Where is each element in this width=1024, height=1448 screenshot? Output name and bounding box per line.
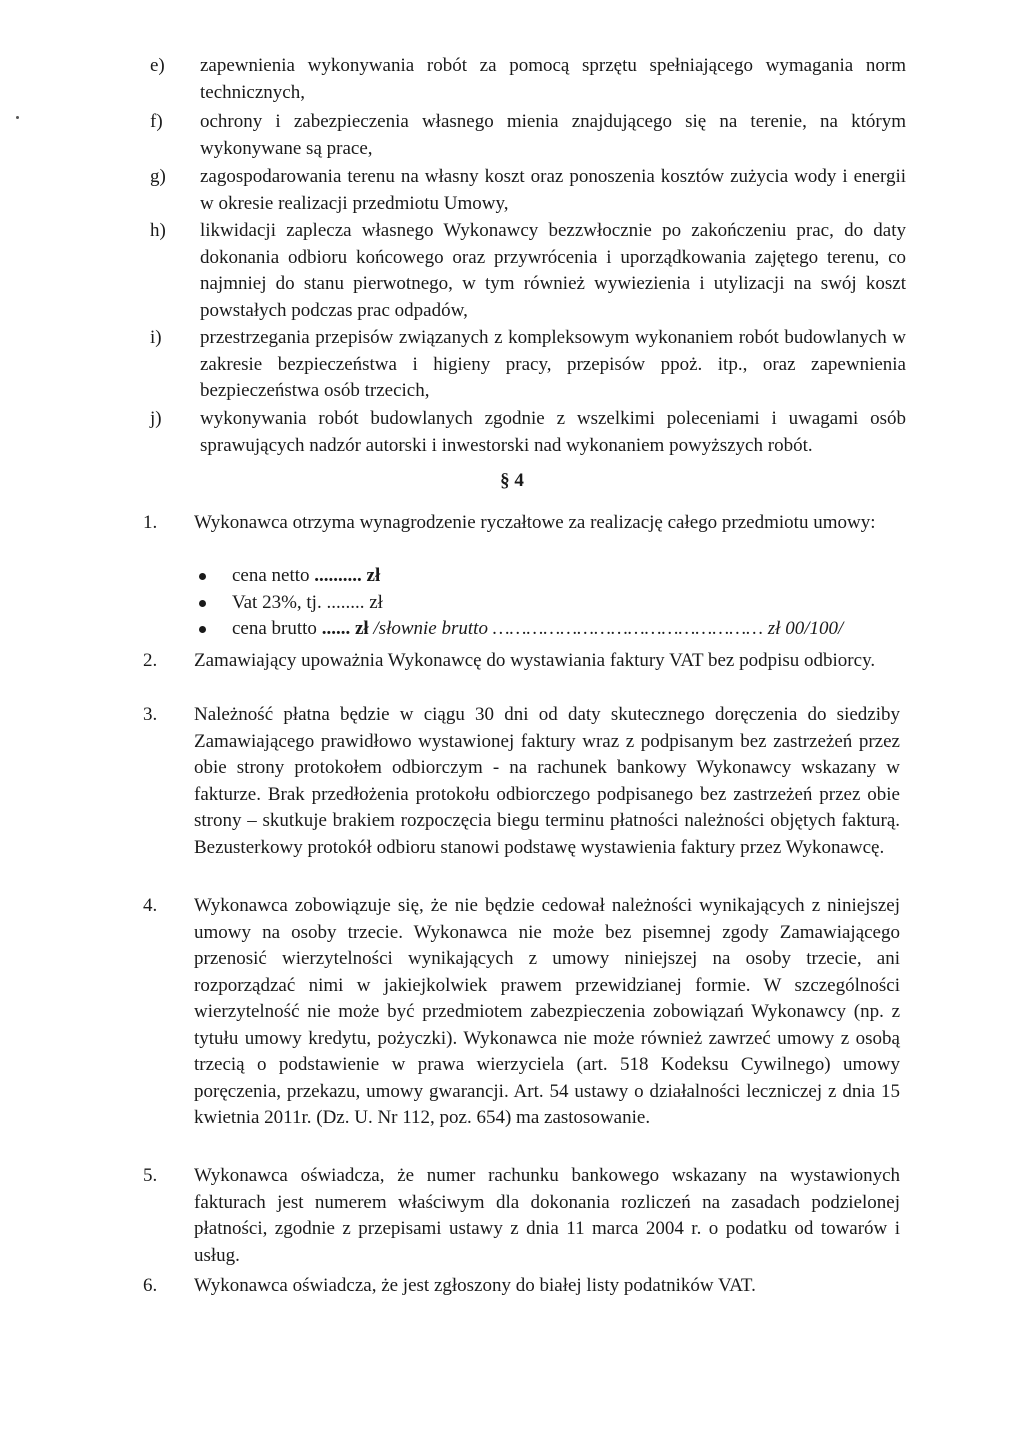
price-gross-words-end: zł 00/100/: [767, 618, 844, 639]
list-item-text: Wykonawca zobowiązuje się, że nie będzie cedował należności wynikających z niniejszej umowy na osoby trzecie. Wykonawca nie może bez pisemnej zgody Zamawiającego przenosić wierzytelności wynikających z umowy niniejszej na osoby trzecie, ani rozporządzać nimi w jakiejkolwiek prawem przewidzianej formie. W szczególności wierzytelność nie może być przedmiotem zabezpieczenia zobowiązań Wykonawcy (np. z tytułu umowy kredytu, pożyczki). Wykonawca nie może również zawrzeć umowy z osobą trzecią o podstawienie w prawa wierzyciela (art. 518 Kodeksu Cywilnego) umowy poręczenia, przekazu, umowy gwarancji. Art. 54 ustawy o działalności leczniczej z dnia 15 kwietnia 2011r. (Dz. U. Nr 112, poz. 654) ma zastosowanie.: [194, 895, 900, 1128]
price-vat: [194, 590, 914, 617]
price-net-dots: ..........: [314, 565, 362, 586]
price-vat-dots: ........: [326, 591, 365, 613]
list-marker: 1.: [143, 512, 158, 533]
price-net: [194, 563, 914, 590]
list-item-text: Zamawiający upoważnia Wykonawcę do wystawiania faktury VAT bez podpisu odbiorcy.: [194, 650, 876, 671]
list-marker: e): [150, 55, 165, 76]
list-item-text: Wykonawca oświadcza, że numer rachunku bankowego wskazany na wystawionych fakturach jest numerem właściwym dla dokonania rozliczeń na zasadach podzielonej płatności, zgodnie z przepisami ustawy z dnia 11 marca 2004 r. o podatku od towarów i usług.: [194, 1165, 900, 1266]
list-item-text: zapewnienia wykonywania robót za pomocą sprzętu spełniającego wymagania norm technicznych,: [200, 55, 906, 103]
list-item-text: wykonywania robót budowlanych zgodnie z wszelkimi poleceniami i uwagami osób sprawujących nadzór autorski i inwestorski nad wykonaniem powyższych robót.: [200, 408, 906, 456]
list-item-text: Wykonawca oświadcza, że jest zgłoszony do białej listy podatników VAT.: [194, 1275, 756, 1296]
bullet-icon: [199, 600, 206, 607]
price-gross-currency: zł: [354, 618, 369, 639]
list-marker: 4.: [143, 895, 158, 916]
price-net-label: cena netto: [232, 565, 310, 586]
list-item-text: przestrzegania przepisów związanych z kompleksowym wykonaniem robót budowlanych w zakresie bezpieczeństwa i higieny pracy, przepisów ppoż. itp., oraz zapewnienia bezpieczeństwa osób trzecich,: [200, 327, 906, 401]
list-item-text: zagospodarowania terenu na własny koszt oraz ponoszenia kosztów zużycia wody i energii w okresie realizacji przedmiotu Umowy,: [200, 166, 906, 214]
list-marker: 5.: [143, 1165, 158, 1186]
list-marker: 2.: [143, 650, 158, 671]
price-net-currency: zł: [366, 565, 381, 586]
price-vat-currency: zł: [369, 591, 383, 613]
list-item-text: Należność płatna będzie w ciągu 30 dni od daty skutecznego doręczenia do siedziby Zamawiającego prawidłowo wystawionej faktury wraz z podpisanym bez zastrzeżeń przez obie strony protokołem odbiorczym - na rachunek bankowy Wykonawcy wskazany w fakturze. Brak przedłożenia protokołu odbiorczego podpisanego bez zastrzeżeń przez obie strony – skutkuje brakiem rozpoczęcia biegu terminu płatności należności objętych fakturą. Bezusterkowy protokół odbioru stanowi podstawę wystawienia faktury przez Wykonawcę.: [194, 704, 900, 858]
list-item-text: Wykonawca otrzyma wynagrodzenie ryczałtowe za realizację całego przedmiotu umowy:: [194, 512, 876, 533]
list-marker: h): [150, 220, 166, 241]
scan-speck: [16, 116, 19, 119]
price-gross-words-dots: …………………………………………: [492, 618, 764, 639]
list-item-text: ochrony i zabezpieczenia własnego mienia znajdującego się na terenie, na którym wykonywane są prace,: [200, 111, 906, 159]
list-marker: j): [150, 408, 162, 429]
bullet-icon: [199, 626, 206, 633]
price-vat-label: Vat 23%, tj.: [232, 591, 322, 613]
price-bullet-list: [194, 563, 914, 643]
price-gross-dots: ......: [321, 618, 351, 639]
list-item-text: likwidacji zaplecza własnego Wykonawcy bezzwłocznie po zakończeniu prac, do daty dokonania odbioru końcowego oraz przywrócenia i uporządkowania zajętego terenu, co najmniej do stanu pierwotnego, w tym również wywiezienia i utylizacji na swój koszt powstałych podczas prac odpadów,: [200, 220, 906, 321]
price-gross-words: /słownie brutto: [373, 618, 488, 639]
list-marker: i): [150, 327, 162, 348]
bullet-icon: [199, 573, 206, 580]
price-gross: [194, 616, 914, 643]
list-marker: 3.: [143, 704, 158, 725]
list-marker: f): [150, 111, 163, 132]
list-marker: g): [150, 166, 166, 187]
section-heading: § 4: [500, 470, 524, 491]
list-marker: 6.: [143, 1275, 158, 1296]
price-gross-label: cena brutto: [232, 618, 317, 639]
